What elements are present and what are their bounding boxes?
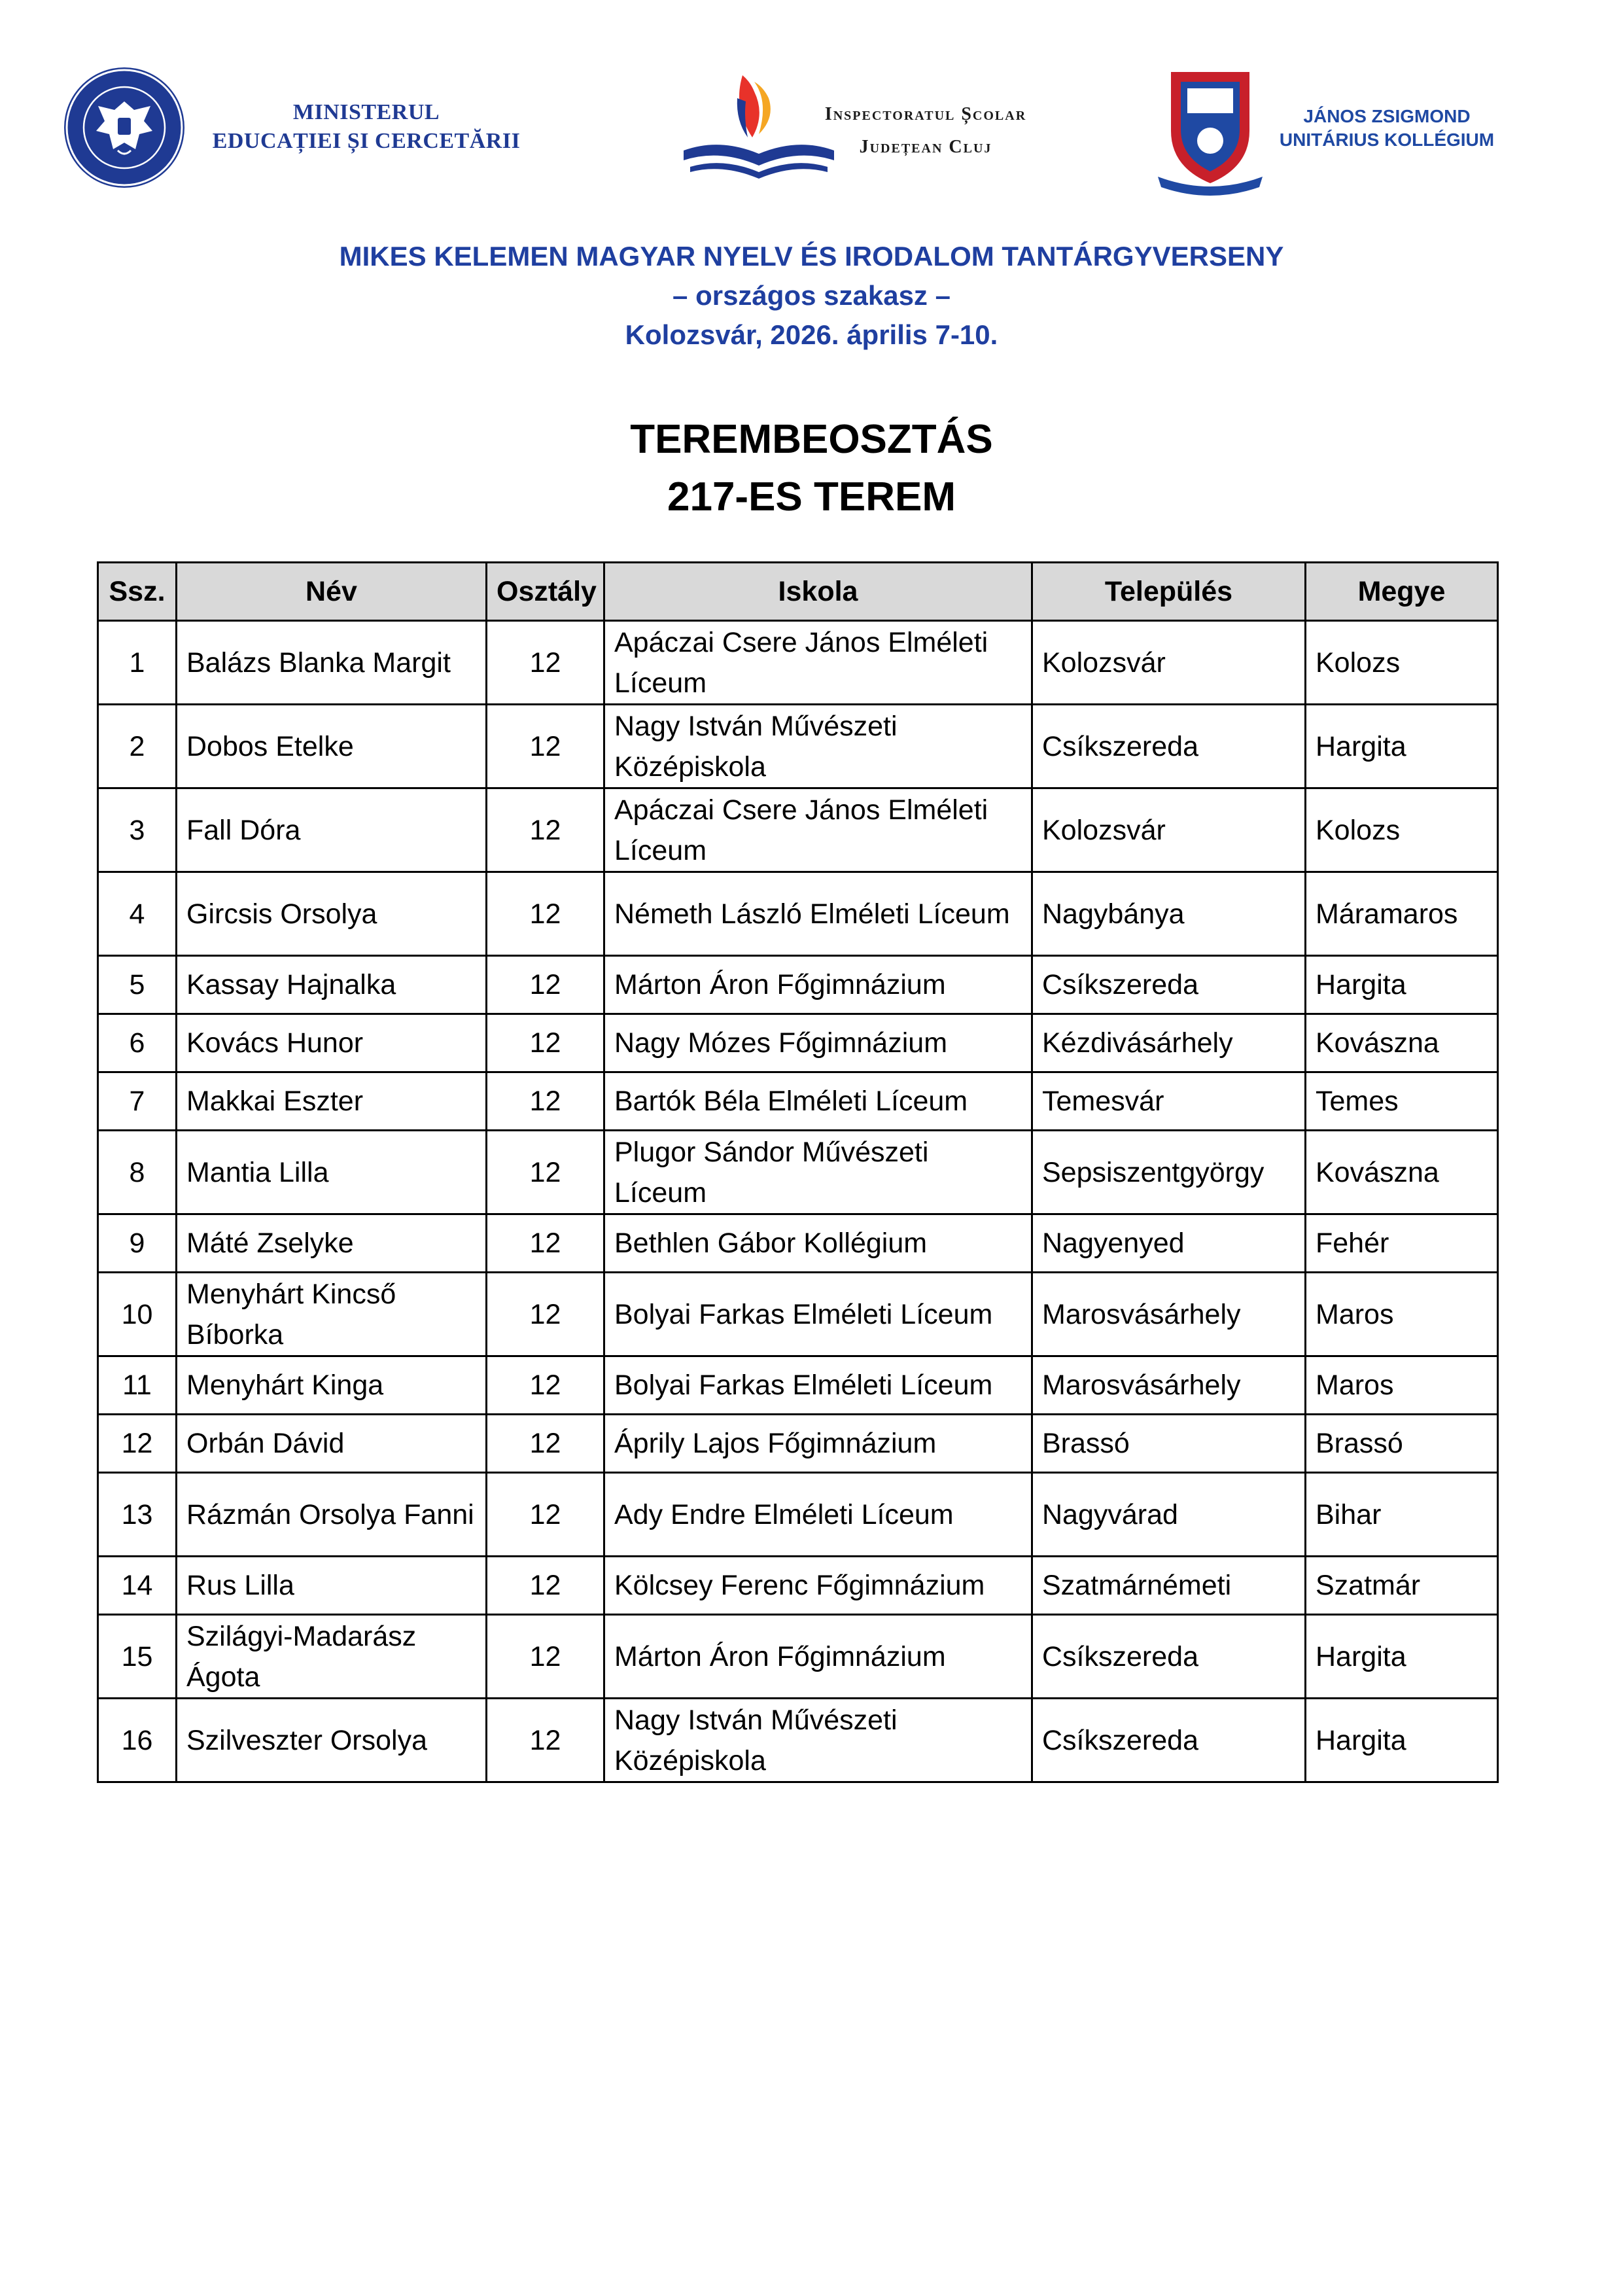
cell-ssz: 13 <box>98 1473 177 1557</box>
table-row <box>98 705 1498 788</box>
cell-nev: Fall Dóra <box>177 788 487 872</box>
cell-iskola: Nagy István Művészeti Középiskola <box>604 1699 1032 1782</box>
cell-ssz: 11 <box>98 1356 177 1415</box>
cell-megye: Hargita <box>1306 1615 1498 1699</box>
cell-ssz: 9 <box>98 1214 177 1273</box>
cell-telepules: Csíkszereda <box>1032 705 1306 788</box>
cell-megye: Máramaros <box>1306 872 1498 956</box>
column-header-telepules: Település <box>1032 563 1306 621</box>
cell-osztaly: 12 <box>487 872 604 956</box>
cell-iskola: Németh László Elméleti Líceum <box>604 872 1032 956</box>
cell-nev: Kovács Hunor <box>177 1014 487 1072</box>
cell-iskola: Kölcsey Ferenc Főgimnázium <box>604 1557 1032 1615</box>
cell-megye: Kovászna <box>1306 1014 1498 1072</box>
cell-nev: Makkai Eszter <box>177 1072 487 1131</box>
cell-osztaly: 12 <box>487 1072 604 1131</box>
room-assignment-table <box>97 561 1499 1783</box>
cell-megye: Hargita <box>1306 956 1498 1014</box>
inspectorate-line-2: Județean Cluj <box>859 137 992 157</box>
cell-osztaly: 12 <box>487 1557 604 1615</box>
cell-ssz: 2 <box>98 705 177 788</box>
cell-megye: Kolozs <box>1306 621 1498 705</box>
table-row <box>98 1273 1498 1356</box>
cell-nev: Menyhárt Kincső Bíborka <box>177 1273 487 1356</box>
table-row <box>98 1473 1498 1557</box>
cell-osztaly: 12 <box>487 956 604 1014</box>
cell-megye: Hargita <box>1306 1699 1498 1782</box>
cell-telepules: Csíkszereda <box>1032 956 1306 1014</box>
cell-telepules: Brassó <box>1032 1415 1306 1473</box>
cell-ssz: 15 <box>98 1615 177 1699</box>
cell-osztaly: 12 <box>487 1131 604 1214</box>
cell-telepules: Nagyenyed <box>1032 1214 1306 1273</box>
table-row <box>98 956 1498 1014</box>
cell-ssz: 12 <box>98 1415 177 1473</box>
cell-nev: Szilágyi-Madarász Ágota <box>177 1615 487 1699</box>
table-row <box>98 1214 1498 1273</box>
cell-ssz: 5 <box>98 956 177 1014</box>
cell-telepules: Sepsiszentgyörgy <box>1032 1131 1306 1214</box>
table-row <box>98 1131 1498 1214</box>
cell-iskola: Plugor Sándor Művészeti Líceum <box>604 1131 1032 1214</box>
cell-telepules: Csíkszereda <box>1032 1615 1306 1699</box>
cell-iskola: Nagy Mózes Főgimnázium <box>604 1014 1032 1072</box>
room-title: 217-ES TEREM <box>667 474 956 520</box>
inspectorate-line-1: Inspectoratul Școlar <box>824 104 1027 124</box>
cell-ssz: 4 <box>98 872 177 956</box>
page-title: TEREMBEOSZTÁS <box>630 417 993 462</box>
cell-megye: Temes <box>1306 1072 1498 1131</box>
cell-iskola: Apáczai Csere János Elméleti Líceum <box>604 788 1032 872</box>
cell-osztaly: 12 <box>487 1273 604 1356</box>
inspectorate-name <box>801 98 1050 164</box>
college-name <box>1276 105 1498 152</box>
competition-heading <box>0 237 1623 355</box>
ministry-line-2: EDUCAȚIEI ȘI CERCETĂRII <box>212 129 521 153</box>
document-title <box>0 411 1623 526</box>
cell-osztaly: 12 <box>487 1014 604 1072</box>
cell-osztaly: 12 <box>487 1356 604 1415</box>
cell-megye: Brassó <box>1306 1415 1498 1473</box>
cell-telepules: Kolozsvár <box>1032 621 1306 705</box>
table-row <box>98 1699 1498 1782</box>
column-header-megye: Megye <box>1306 563 1498 621</box>
cell-nev: Rus Lilla <box>177 1557 487 1615</box>
cell-ssz: 10 <box>98 1273 177 1356</box>
cell-nev: Gircsis Orsolya <box>177 872 487 956</box>
table-row <box>98 1415 1498 1473</box>
cell-ssz: 14 <box>98 1557 177 1615</box>
cell-nev: Dobos Etelke <box>177 705 487 788</box>
cell-telepules: Kolozsvár <box>1032 788 1306 872</box>
cell-megye: Hargita <box>1306 705 1498 788</box>
college-line-2: UNITÁRIUS KOLLÉGIUM <box>1279 130 1495 150</box>
cell-telepules: Nagyvárad <box>1032 1473 1306 1557</box>
column-header-osztaly: Osztály <box>487 563 604 621</box>
cell-osztaly: 12 <box>487 621 604 705</box>
cell-iskola: Ady Endre Elméleti Líceum <box>604 1473 1032 1557</box>
cell-ssz: 1 <box>98 621 177 705</box>
column-header-iskola: Iskola <box>604 563 1032 621</box>
cell-telepules: Kézdivásárhely <box>1032 1014 1306 1072</box>
cell-osztaly: 12 <box>487 1415 604 1473</box>
letterhead <box>0 0 1623 209</box>
ministry-line-1: MINISTERUL <box>292 100 440 124</box>
cell-nev: Máté Zselyke <box>177 1214 487 1273</box>
cell-nev: Rázmán Orsolya Fanni <box>177 1473 487 1557</box>
cell-iskola: Bolyai Farkas Elméleti Líceum <box>604 1356 1032 1415</box>
cell-megye: Maros <box>1306 1356 1498 1415</box>
competition-place-date: Kolozsvár, 2026. április 7-10. <box>625 319 998 350</box>
cell-iskola: Nagy István Művészeti Középiskola <box>604 705 1032 788</box>
table-row <box>98 1615 1498 1699</box>
table-row <box>98 1356 1498 1415</box>
cell-megye: Bihar <box>1306 1473 1498 1557</box>
cell-iskola: Apáczai Csere János Elméleti Líceum <box>604 621 1032 705</box>
cell-ssz: 8 <box>98 1131 177 1214</box>
government-seal-icon <box>62 65 186 190</box>
cell-ssz: 16 <box>98 1699 177 1782</box>
cell-osztaly: 12 <box>487 1615 604 1699</box>
column-header-ssz: Ssz. <box>98 563 177 621</box>
cell-iskola: Márton Áron Főgimnázium <box>604 956 1032 1014</box>
table-row <box>98 1014 1498 1072</box>
cell-nev: Balázs Blanka Margit <box>177 621 487 705</box>
cell-ssz: 3 <box>98 788 177 872</box>
cell-telepules: Csíkszereda <box>1032 1699 1306 1782</box>
cell-megye: Kolozs <box>1306 788 1498 872</box>
cell-osztaly: 12 <box>487 1473 604 1557</box>
cell-telepules: Marosvásárhely <box>1032 1356 1306 1415</box>
cell-iskola: Bolyai Farkas Elméleti Líceum <box>604 1273 1032 1356</box>
cell-megye: Szatmár <box>1306 1557 1498 1615</box>
cell-telepules: Temesvár <box>1032 1072 1306 1131</box>
cell-iskola: Bartók Béla Elméleti Líceum <box>604 1072 1032 1131</box>
cell-osztaly: 12 <box>487 1214 604 1273</box>
cell-ssz: 6 <box>98 1014 177 1072</box>
cell-telepules: Marosvásárhely <box>1032 1273 1306 1356</box>
cell-iskola: Áprily Lajos Főgimnázium <box>604 1415 1032 1473</box>
table-row <box>98 621 1498 705</box>
cell-nev: Mantia Lilla <box>177 1131 487 1214</box>
table-row <box>98 1557 1498 1615</box>
cell-megye: Fehér <box>1306 1214 1498 1273</box>
cell-osztaly: 12 <box>487 705 604 788</box>
college-line-1: JÁNOS ZSIGMOND <box>1303 106 1471 126</box>
table-row <box>98 788 1498 872</box>
competition-name: MIKES KELEMEN MAGYAR NYELV ÉS IRODALOM TANTÁRGYVERSENY <box>339 241 1284 272</box>
column-header-nev: Név <box>177 563 487 621</box>
cell-iskola: Bethlen Gábor Kollégium <box>604 1214 1032 1273</box>
cell-nev: Menyhárt Kinga <box>177 1356 487 1415</box>
cell-ssz: 7 <box>98 1072 177 1131</box>
cell-iskola: Márton Áron Főgimnázium <box>604 1615 1032 1699</box>
cell-osztaly: 12 <box>487 788 604 872</box>
cell-osztaly: 12 <box>487 1699 604 1782</box>
table-row <box>98 1072 1498 1131</box>
cell-telepules: Nagybánya <box>1032 872 1306 956</box>
cell-nev: Orbán Dávid <box>177 1415 487 1473</box>
cell-nev: Kassay Hajnalka <box>177 956 487 1014</box>
table-row <box>98 872 1498 956</box>
cell-telepules: Szatmárnémeti <box>1032 1557 1306 1615</box>
cell-megye: Maros <box>1306 1273 1498 1356</box>
competition-stage: – országos szakasz – <box>672 280 951 311</box>
cell-nev: Szilveszter Orsolya <box>177 1699 487 1782</box>
ministry-name <box>196 98 536 156</box>
table-header-row <box>98 563 1498 621</box>
cell-megye: Kovászna <box>1306 1131 1498 1214</box>
college-crest-icon <box>1151 59 1269 196</box>
